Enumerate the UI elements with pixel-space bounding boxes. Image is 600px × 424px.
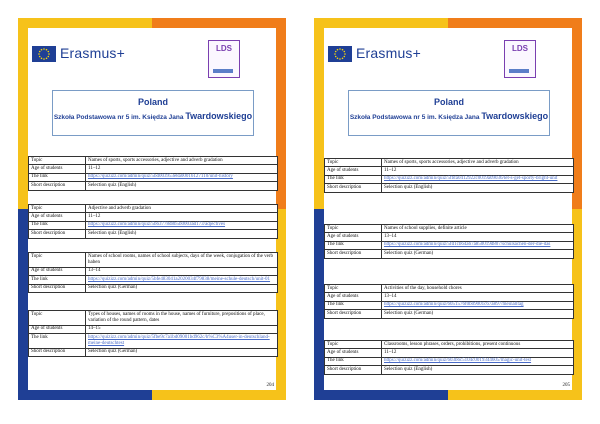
table-row xyxy=(29,253,278,268)
desc-value: Selection quiz (German) xyxy=(382,250,574,258)
table-row xyxy=(325,184,574,192)
erasmus-logo: Erasmus+ xyxy=(356,45,422,61)
page-content xyxy=(28,28,276,390)
table-row xyxy=(325,159,574,167)
age-label: Age of students xyxy=(29,267,86,275)
topic-value: Classrooms, lesson phrases, orders, prohibitions, present continuous xyxy=(382,341,574,349)
school-prefix: Szkoła Podstawowa nr 5 im. Księdza Jana xyxy=(349,114,482,121)
table-row xyxy=(29,311,278,326)
table-row xyxy=(29,230,278,238)
age-value: 13–14 xyxy=(86,267,278,275)
link-label: The link xyxy=(29,276,86,284)
age-value: 11–12 xyxy=(382,349,574,357)
table-row xyxy=(325,349,574,357)
resource-table xyxy=(28,310,278,357)
page-number: 205 xyxy=(562,383,570,388)
table-row xyxy=(29,267,278,275)
table-row xyxy=(29,334,278,349)
table-row xyxy=(29,325,278,333)
table-row xyxy=(29,284,278,292)
topic-label: Topic xyxy=(29,311,86,326)
eu-flag-icon xyxy=(32,46,56,62)
topic-value: Types of houses, names of rooms in the house, names of furniture, prepositions of place, variation of the round pattern, dates xyxy=(86,311,278,326)
school-name xyxy=(53,111,253,121)
link-label: The link xyxy=(325,357,382,365)
age-label: Age of students xyxy=(29,213,86,221)
table-row xyxy=(325,225,574,233)
link-label: The link xyxy=(29,334,86,349)
desc-value: Selection quiz (German) xyxy=(86,348,278,356)
eu-flag-icon xyxy=(328,46,352,62)
desc-label: Short description xyxy=(325,366,382,374)
topic-value: Names of school rooms, names of school subjects, days of the week, conjugation of the verb haben xyxy=(86,253,278,268)
resource-table xyxy=(324,340,574,375)
desc-label: Short description xyxy=(29,348,86,356)
table-row xyxy=(29,205,278,213)
link-label: The link xyxy=(325,241,382,249)
resource-table xyxy=(324,224,574,259)
table-row xyxy=(29,348,278,356)
topic-label: Topic xyxy=(29,253,86,268)
table-row xyxy=(325,250,574,258)
school-surname: Twardowskiego xyxy=(185,111,253,121)
school-name xyxy=(349,111,549,121)
country-title: Poland xyxy=(137,97,168,107)
country-title: Poland xyxy=(433,97,464,107)
link-label: The link xyxy=(325,301,382,309)
age-label: Age of students xyxy=(325,233,382,241)
quiz-link[interactable]: https://quizizz.com/admin/quiz/6051576f0b09001c67a897/meinalltag xyxy=(382,301,574,309)
topic-value: Names of sports, sports accessories, adjective and adverb gradation xyxy=(86,157,278,165)
resource-table xyxy=(324,284,574,319)
topic-label: Topic xyxy=(325,285,382,293)
link-label: The link xyxy=(29,221,86,229)
desc-label: Short description xyxy=(325,250,382,258)
table-row xyxy=(29,221,278,229)
age-value: 11–12 xyxy=(86,165,278,173)
topic-value: Names of school supplies, definite article xyxy=(382,225,574,233)
quiz-link[interactable]: https://quizizz.com/admin/quiz/5bd003953e8a00016127110/unit-history xyxy=(86,173,278,181)
desc-label: Short description xyxy=(325,310,382,318)
page-number: 204 xyxy=(266,383,274,388)
school-surname: Twardowskiego xyxy=(481,111,549,121)
table-row xyxy=(325,285,574,293)
lds-logo-mark xyxy=(509,69,529,73)
lds-logo xyxy=(208,40,240,78)
resource-table xyxy=(28,252,278,293)
table-row xyxy=(325,301,574,309)
table-row xyxy=(325,175,574,183)
topic-label: Topic xyxy=(325,225,382,233)
desc-label: Short description xyxy=(29,284,86,292)
topic-label: Topic xyxy=(325,159,382,167)
age-label: Age of students xyxy=(29,165,86,173)
school-header xyxy=(348,90,550,136)
age-value: 13–14 xyxy=(382,233,574,241)
lds-logo-text: LDS xyxy=(216,44,232,53)
desc-value: Selection quiz (German) xyxy=(86,284,278,292)
age-value: 14–15 xyxy=(86,325,278,333)
quiz-link[interactable]: https://quizizz.com/admin/quiz/5fd1cb64a67a850019d807/schulsachen-der-die-das xyxy=(382,241,574,249)
table-row xyxy=(29,182,278,190)
resource-table xyxy=(324,158,574,193)
lds-logo-text: LDS xyxy=(512,44,528,53)
lds-logo-mark xyxy=(213,69,233,73)
age-label: Age of students xyxy=(29,325,86,333)
table-row xyxy=(325,341,574,349)
desc-label: Short description xyxy=(325,184,382,192)
quiz-link[interactable]: https://quizizz.com/admin/quiz/5bfe483041a2020034f79838/meine-schule-deutsch/unit-01 xyxy=(86,276,278,284)
table-row xyxy=(325,366,574,374)
age-value: 11–12 xyxy=(86,213,278,221)
erasmus-logo: Erasmus+ xyxy=(60,45,126,61)
resource-table xyxy=(28,156,278,191)
table-row xyxy=(325,241,574,249)
table-row xyxy=(29,213,278,221)
desc-value: Selection quiz (English) xyxy=(86,230,278,238)
age-label: Age of students xyxy=(325,293,382,301)
table-row xyxy=(29,276,278,284)
table-row xyxy=(325,233,574,241)
table-row xyxy=(325,310,574,318)
age-value: 13–14 xyxy=(382,293,574,301)
desc-label: Short description xyxy=(29,182,86,190)
topic-label: Topic xyxy=(29,205,86,213)
logo-row xyxy=(328,40,568,70)
school-header xyxy=(52,90,254,136)
table-row xyxy=(325,357,574,365)
age-label: Age of students xyxy=(325,167,382,175)
resource-table xyxy=(28,204,278,239)
age-label: Age of students xyxy=(325,349,382,357)
table-row xyxy=(325,293,574,301)
desc-value: Selection quiz (English) xyxy=(382,184,574,192)
page-right xyxy=(314,18,582,400)
topic-value: Names of sports, sports accessories, adjective and adverb gradation xyxy=(382,159,574,167)
table-row xyxy=(29,165,278,173)
topic-value: Activities of the day, household chores xyxy=(382,285,574,293)
desc-value: Selection quiz (German) xyxy=(382,310,574,318)
table-row xyxy=(325,167,574,175)
link-label: The link xyxy=(325,175,382,183)
quiz-link[interactable]: https://quizizz.com/admin/quiz/5b63778d8b5b0003ad173/adjectives xyxy=(86,221,278,229)
age-value: 11–12 xyxy=(382,167,574,175)
quiz-link[interactable]: https://quizizz.com/admin/quiz/603b6c5104c0019344605/magic-unit-test xyxy=(382,357,574,365)
school-prefix: Szkoła Podstawowa nr 5 im. Księdza Jana xyxy=(53,114,186,121)
quiz-link[interactable]: https://quizizz.com/admin/quiz/5fbe9c7a1bd09001bd962c/h%C3%A4user-in-deutschland-meine-deutschtest xyxy=(86,334,278,349)
topic-label: Topic xyxy=(29,157,86,165)
desc-value: Selection quiz (English) xyxy=(86,182,278,190)
page-left xyxy=(18,18,286,400)
topic-label: Topic xyxy=(325,341,382,349)
page-content xyxy=(324,28,572,390)
table-row xyxy=(29,173,278,181)
logo-row xyxy=(32,40,272,70)
lds-logo xyxy=(504,40,536,78)
desc-value: Selection quiz (English) xyxy=(382,366,574,374)
quiz-link[interactable]: https://quizizz.com/admin/quiz/5fbfa0412922c0019a09036/let-s-get-sporty-bright-unit xyxy=(382,175,574,183)
link-label: The link xyxy=(29,173,86,181)
topic-value: Adjective and adverb gradation xyxy=(86,205,278,213)
table-row xyxy=(29,157,278,165)
desc-label: Short description xyxy=(29,230,86,238)
